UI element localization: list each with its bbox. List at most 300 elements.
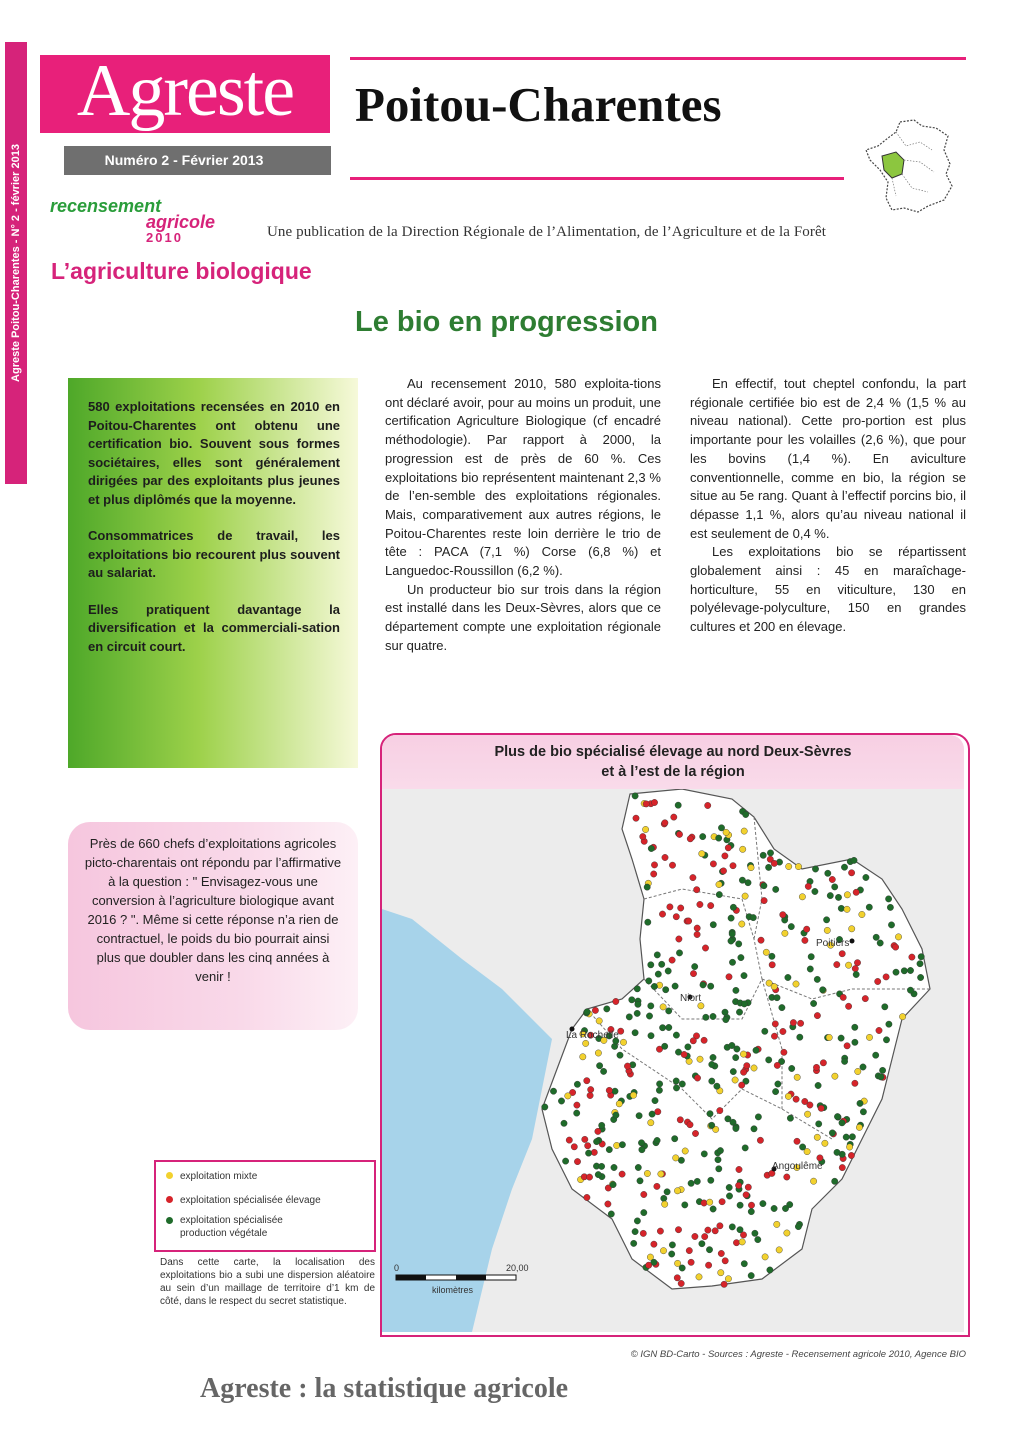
farm-dot bbox=[678, 1157, 684, 1163]
farm-dot bbox=[744, 1063, 750, 1069]
farm-dot bbox=[843, 1134, 849, 1140]
farm-dot bbox=[788, 923, 794, 929]
farm-dot bbox=[818, 1105, 824, 1111]
farm-dot bbox=[851, 857, 857, 863]
summary-paragraph: Consommatrices de travail, les exploitations bio recourent plus souvent au salariat. bbox=[88, 528, 340, 580]
farm-dot bbox=[641, 1209, 647, 1215]
farm-dot bbox=[561, 1120, 567, 1126]
farm-dot bbox=[741, 828, 747, 834]
callout-text: Près de 660 chefs d’exploitations agricoles picto-charentais ont répondu par l’affirmative à la question : " Envisagez-vous une conversion à l’agriculture biologique avant 2016 ? ". Même si cette réponse n’a rien de contractuel, le poids du bio pourrait ainsi plus que doubler dans les cinq années à venir ! bbox=[84, 836, 342, 984]
farm-dot bbox=[899, 1014, 905, 1020]
publication-line: Une publication de la Direction Régionale de l’Alimentation, de l’Agriculture et de la Forêt bbox=[267, 224, 827, 240]
farm-dot bbox=[672, 983, 678, 989]
farm-dot bbox=[722, 853, 728, 859]
farm-dot bbox=[662, 820, 668, 826]
farm-dot bbox=[694, 1075, 700, 1081]
farm-dot bbox=[852, 1024, 858, 1030]
map-note: Dans cette carte, la localisation des exploitations bio a subi une dispersion aléatoire au sein d’un maillage de territoire d’1 km de côté, dans le respect du secret statistique. bbox=[160, 1257, 375, 1307]
farm-dot bbox=[679, 1081, 685, 1087]
farm-dot bbox=[566, 1137, 572, 1143]
farm-dot bbox=[669, 862, 675, 868]
farm-dot bbox=[882, 1004, 888, 1010]
farm-dot bbox=[743, 1192, 749, 1198]
farm-dot bbox=[723, 1016, 729, 1022]
farm-dot bbox=[799, 894, 805, 900]
farm-dot bbox=[848, 1152, 854, 1158]
farm-dot bbox=[743, 811, 749, 817]
farm-dot bbox=[917, 974, 923, 980]
farm-dot bbox=[745, 880, 751, 886]
farm-dot bbox=[733, 1240, 739, 1246]
farm-dot bbox=[617, 1052, 623, 1058]
farm-dot bbox=[641, 1191, 647, 1197]
farm-dot bbox=[799, 1144, 805, 1150]
footer-brand: Agreste : la statistique agricole bbox=[200, 1373, 569, 1404]
farm-dot bbox=[596, 1063, 602, 1069]
farm-dot bbox=[651, 1241, 657, 1247]
farm-dot bbox=[812, 888, 818, 894]
farm-dot bbox=[702, 1233, 708, 1239]
farm-dot bbox=[606, 1146, 612, 1152]
farm-dot bbox=[784, 1230, 790, 1236]
city-label: Niort bbox=[680, 993, 702, 1004]
farm-dot bbox=[584, 1078, 590, 1084]
farm-dot bbox=[665, 968, 671, 974]
farm-dot bbox=[723, 829, 729, 835]
city-label: Angoulême bbox=[772, 1161, 823, 1172]
farm-dot bbox=[586, 1174, 592, 1180]
farm-dot bbox=[785, 974, 791, 980]
farm-dot bbox=[879, 1067, 885, 1073]
farm-dot bbox=[634, 1010, 640, 1016]
farm-dot bbox=[705, 1227, 711, 1233]
farm-dot bbox=[705, 802, 711, 808]
farm-dot bbox=[574, 1102, 580, 1108]
farm-dot bbox=[702, 945, 708, 951]
farm-dot bbox=[866, 1034, 872, 1040]
farm-dot bbox=[694, 925, 700, 931]
farm-dot bbox=[719, 1199, 725, 1205]
farm-dot bbox=[855, 1068, 861, 1074]
farm-dot bbox=[787, 1115, 793, 1121]
farm-dot bbox=[637, 1178, 643, 1184]
farm-dot bbox=[612, 1088, 618, 1094]
farm-dot bbox=[662, 1043, 668, 1049]
farm-dot bbox=[629, 997, 635, 1003]
farm-dot bbox=[722, 1258, 728, 1264]
farm-dot bbox=[736, 941, 742, 947]
farm-dot bbox=[694, 931, 700, 937]
farm-dot bbox=[685, 1044, 691, 1050]
farm-dot bbox=[716, 891, 722, 897]
farm-dot bbox=[825, 870, 831, 876]
farm-dot bbox=[844, 1043, 850, 1049]
farm-dot bbox=[666, 1024, 672, 1030]
farm-dot bbox=[718, 1250, 724, 1256]
farm-dot bbox=[656, 1087, 662, 1093]
farm-dot bbox=[741, 1001, 747, 1007]
farm-dot bbox=[591, 1149, 597, 1155]
farm-dot bbox=[779, 1004, 785, 1010]
section-heading: L’agriculture biologique bbox=[51, 258, 312, 284]
farm-dot bbox=[771, 983, 777, 989]
farm-dot bbox=[918, 954, 924, 960]
farm-dot bbox=[854, 960, 860, 966]
farm-dot bbox=[860, 1109, 866, 1115]
census-logo-year: 2010 bbox=[146, 230, 183, 245]
farm-dot bbox=[674, 1260, 680, 1266]
farm-dot bbox=[690, 874, 696, 880]
farm-dot bbox=[875, 978, 881, 984]
farm-dot bbox=[820, 987, 826, 993]
farm-dot bbox=[626, 1014, 632, 1020]
farm-dot bbox=[674, 1275, 680, 1281]
census-logo-line2: agricole bbox=[146, 212, 216, 232]
farm-dot bbox=[651, 862, 657, 868]
farm-dot bbox=[654, 1183, 660, 1189]
farm-dot bbox=[812, 866, 818, 872]
farm-dot bbox=[820, 1060, 826, 1066]
farm-dot bbox=[585, 1143, 591, 1149]
farm-dot bbox=[877, 940, 883, 946]
map-title-line1: Plus de bio spécialisé élevage au nord Deux-Sèvres bbox=[494, 744, 852, 760]
farm-dot bbox=[766, 1057, 772, 1063]
red-dot-icon bbox=[166, 1196, 173, 1203]
farm-dot bbox=[697, 1056, 703, 1062]
farm-dot bbox=[640, 1230, 646, 1236]
farm-dot bbox=[852, 965, 858, 971]
farm-dot bbox=[839, 1164, 845, 1170]
farm-dot bbox=[708, 1177, 714, 1183]
farm-dot bbox=[802, 1098, 808, 1104]
farm-dot bbox=[907, 987, 913, 993]
farm-dot bbox=[717, 1147, 723, 1153]
summary-text bbox=[88, 398, 340, 674]
farm-dot bbox=[681, 1051, 687, 1057]
farm-dot bbox=[795, 863, 801, 869]
green-dot-icon bbox=[166, 1217, 173, 1224]
farm-dot bbox=[814, 1134, 820, 1140]
farm-dot bbox=[785, 1093, 791, 1099]
farm-dot bbox=[673, 1032, 679, 1038]
farm-dot bbox=[742, 893, 748, 899]
farm-dot bbox=[674, 1188, 680, 1194]
farm-dot bbox=[636, 1113, 642, 1119]
farm-dot bbox=[669, 1242, 675, 1248]
farm-dot bbox=[651, 799, 657, 805]
farm-dot bbox=[634, 986, 640, 992]
farm-dot bbox=[682, 1202, 688, 1208]
farm-dot bbox=[648, 1003, 654, 1009]
farm-dot bbox=[735, 1182, 741, 1188]
farm-dot bbox=[657, 1228, 663, 1234]
farm-dot bbox=[709, 1078, 715, 1084]
farm-dot bbox=[885, 896, 891, 902]
farm-dot bbox=[892, 944, 898, 950]
farm-dot bbox=[730, 904, 736, 910]
farm-dot bbox=[775, 1081, 781, 1087]
farm-dot bbox=[676, 950, 682, 956]
farm-dot bbox=[648, 845, 654, 851]
farm-dot bbox=[852, 1080, 858, 1086]
farm-dot bbox=[774, 1062, 780, 1068]
farm-dot bbox=[676, 936, 682, 942]
farm-dot bbox=[692, 1130, 698, 1136]
body-column-1 bbox=[385, 375, 661, 656]
farm-dot bbox=[888, 922, 894, 928]
farm-dot bbox=[728, 938, 734, 944]
farm-dot bbox=[873, 1052, 879, 1058]
farm-dot bbox=[730, 863, 736, 869]
farm-dot bbox=[646, 1013, 652, 1019]
body-paragraph: En effectif, tout cheptel confondu, la part régionale certifiée bio est de 2,4 % (1,5 % au niveau national). Cette pro-portion est plus importante pour les volailles (2,6 %), que pour les bovins (1,4 %). En aviculture conventionnelle, comme en bio, la région se situe au 5e rang. Quant à l’effectif porcins bio, il dépasse 1,1 %, alors qu’au niveau national il est seulement de 0,4 %. bbox=[690, 376, 966, 541]
farm-dot bbox=[673, 914, 679, 920]
farm-dot bbox=[676, 831, 682, 837]
farm-dot bbox=[848, 870, 854, 876]
farm-dot bbox=[873, 934, 879, 940]
farm-dot bbox=[649, 1111, 655, 1117]
farm-dot bbox=[616, 1101, 622, 1107]
farm-dot bbox=[678, 905, 684, 911]
farm-dot bbox=[805, 883, 811, 889]
farm-dot bbox=[907, 967, 913, 973]
farm-dot bbox=[692, 963, 698, 969]
farm-dot bbox=[827, 892, 833, 898]
farm-dot bbox=[652, 1097, 658, 1103]
farm-dot bbox=[839, 1120, 845, 1126]
farm-dot bbox=[883, 1037, 889, 1043]
farm-dot bbox=[771, 1205, 777, 1211]
farm-dot bbox=[739, 1239, 745, 1245]
summary-paragraph: 580 exploitations recensées en 2010 en Poitou-Charentes ont obtenu une certification bio. Souvent sous formes sociétaires, elles sont généralement dirigées par des exploitants plus jeunes et plus diplômés que la moyenne. bbox=[88, 399, 340, 507]
farm-dot bbox=[571, 1144, 577, 1150]
farm-dot bbox=[660, 1248, 666, 1254]
france-locator-map-icon bbox=[862, 116, 962, 216]
farm-dot bbox=[710, 922, 716, 928]
farm-dot bbox=[773, 886, 779, 892]
farm-dot bbox=[610, 1181, 616, 1187]
farm-dot bbox=[651, 871, 657, 877]
farm-dot bbox=[588, 1086, 594, 1092]
farm-dot bbox=[878, 1074, 884, 1080]
farm-dot bbox=[708, 902, 714, 908]
farm-dot bbox=[733, 1054, 739, 1060]
farm-dot bbox=[839, 951, 845, 957]
farm-dot bbox=[562, 1158, 568, 1164]
farm-dot bbox=[876, 1027, 882, 1033]
farm-dot bbox=[762, 1254, 768, 1260]
farm-dot bbox=[883, 974, 889, 980]
farm-dot bbox=[748, 1272, 754, 1278]
farm-dot bbox=[797, 1020, 803, 1026]
legend-item-mixed: exploitation mixte bbox=[166, 1170, 366, 1183]
farm-dot bbox=[797, 1034, 803, 1040]
farm-dot bbox=[574, 1158, 580, 1164]
farm-dot bbox=[662, 854, 668, 860]
farm-dot bbox=[807, 966, 813, 972]
farm-dot bbox=[761, 883, 767, 889]
farm-dot bbox=[767, 850, 773, 856]
yellow-dot-icon bbox=[166, 1172, 173, 1179]
farm-dot bbox=[810, 1000, 816, 1006]
farm-dot bbox=[655, 971, 661, 977]
farm-dot bbox=[687, 1122, 693, 1128]
farm-dot bbox=[614, 1142, 620, 1148]
farm-dot bbox=[593, 1138, 599, 1144]
farm-dot bbox=[849, 926, 855, 932]
farm-dot bbox=[599, 1122, 605, 1128]
farm-dot bbox=[824, 927, 830, 933]
farm-dot bbox=[619, 1142, 625, 1148]
farm-dot bbox=[721, 1281, 727, 1287]
farm-dot bbox=[758, 937, 764, 943]
farm-dot bbox=[748, 1208, 754, 1214]
farm-dot bbox=[542, 1104, 548, 1110]
farm-dot bbox=[655, 1109, 661, 1115]
farm-dot bbox=[583, 1040, 589, 1046]
farm-dot bbox=[644, 884, 650, 890]
farm-dot bbox=[808, 954, 814, 960]
farm-dot bbox=[846, 1144, 852, 1150]
farm-dot bbox=[774, 995, 780, 1001]
farm-dot bbox=[752, 1230, 758, 1236]
farm-dot bbox=[584, 1009, 590, 1015]
farm-dot bbox=[862, 995, 868, 1001]
farm-dot bbox=[838, 1035, 844, 1041]
farm-dot bbox=[844, 892, 850, 898]
farm-dot bbox=[856, 1124, 862, 1130]
farm-dot bbox=[834, 1149, 840, 1155]
farm-dot bbox=[659, 961, 665, 967]
farm-dot bbox=[587, 1092, 593, 1098]
farm-dot bbox=[584, 1194, 590, 1200]
farm-dot bbox=[686, 1247, 692, 1253]
farm-dot bbox=[784, 1174, 790, 1180]
farm-dot bbox=[606, 1087, 612, 1093]
farm-dot bbox=[732, 1077, 738, 1083]
farm-dot bbox=[751, 1065, 757, 1071]
farm-dot bbox=[687, 836, 693, 842]
farm-dot bbox=[748, 1202, 754, 1208]
farm-dot bbox=[699, 1241, 705, 1247]
farm-dot bbox=[909, 954, 915, 960]
farm-dot bbox=[844, 906, 850, 912]
farm-dot bbox=[834, 961, 840, 967]
farm-dot bbox=[760, 852, 766, 858]
farm-dot bbox=[706, 1247, 712, 1253]
farm-dot bbox=[742, 1145, 748, 1151]
farm-dot bbox=[717, 1223, 723, 1229]
farm-dot bbox=[893, 969, 899, 975]
farm-dot bbox=[651, 983, 657, 989]
scale-unit: kilomètres bbox=[432, 1285, 474, 1295]
farm-dot bbox=[737, 1202, 743, 1208]
farm-dot bbox=[605, 1201, 611, 1207]
farm-dot bbox=[699, 851, 705, 857]
farm-dot bbox=[604, 1006, 610, 1012]
farm-dot bbox=[664, 1189, 670, 1195]
farm-dot bbox=[716, 835, 722, 841]
farm-dot bbox=[859, 911, 865, 917]
farm-dot bbox=[840, 994, 846, 1000]
farm-distribution-map bbox=[382, 789, 964, 1332]
farm-dot bbox=[804, 1111, 810, 1117]
farm-dot bbox=[866, 904, 872, 910]
farm-dot bbox=[640, 833, 646, 839]
farm-dot bbox=[760, 1200, 766, 1206]
farm-dot bbox=[849, 1134, 855, 1140]
farm-dot bbox=[845, 962, 851, 968]
farm-dot bbox=[690, 970, 696, 976]
farm-dot bbox=[776, 1247, 782, 1253]
farm-dot bbox=[771, 1033, 777, 1039]
farm-dot bbox=[736, 1009, 742, 1015]
farm-dot bbox=[660, 1004, 666, 1010]
farm-dot bbox=[707, 1199, 713, 1205]
farm-dot bbox=[648, 962, 654, 968]
farm-dot bbox=[663, 987, 669, 993]
farm-dot bbox=[662, 1201, 668, 1207]
farm-dot bbox=[671, 814, 677, 820]
farm-dot bbox=[774, 1221, 780, 1227]
farm-dot bbox=[690, 1038, 696, 1044]
farm-dot bbox=[841, 864, 847, 870]
farm-dot bbox=[580, 1054, 586, 1060]
farm-dot bbox=[728, 915, 734, 921]
farm-dot bbox=[666, 1008, 672, 1014]
farm-dot bbox=[726, 1184, 732, 1190]
farm-dot bbox=[716, 881, 722, 887]
body-paragraph: Les exploitations bio se répartissent globalement ainsi : 45 en maraîchage-horticulture, 55 en viticulture, 130 en polyélevage-polyculture, 150 en grandes cultures et 200 en élevage. bbox=[690, 544, 966, 635]
farm-dot bbox=[669, 1251, 675, 1257]
farm-dot bbox=[771, 860, 777, 866]
farm-dot bbox=[769, 953, 775, 959]
farm-dot bbox=[565, 1093, 571, 1099]
farm-dot bbox=[703, 1014, 709, 1020]
issue-label: Numéro 2 - Février 2013 bbox=[104, 152, 264, 168]
farm-dot bbox=[755, 1114, 761, 1120]
farm-dot bbox=[643, 801, 649, 807]
farm-dot bbox=[673, 1085, 679, 1091]
farm-dot bbox=[730, 1068, 736, 1074]
farm-dot bbox=[678, 1280, 684, 1286]
farm-dot bbox=[769, 962, 775, 968]
farm-dot bbox=[740, 846, 746, 852]
farm-dot bbox=[795, 1223, 801, 1229]
farm-dot bbox=[595, 1050, 601, 1056]
farm-dot bbox=[716, 1166, 722, 1172]
farm-dot bbox=[635, 1001, 641, 1007]
farm-dot bbox=[675, 802, 681, 808]
farm-dot bbox=[673, 1155, 679, 1161]
farm-dot bbox=[834, 1113, 840, 1119]
farm-dot bbox=[611, 1164, 617, 1170]
farm-dot bbox=[654, 1137, 660, 1143]
farm-dot bbox=[646, 978, 652, 984]
farm-dot bbox=[644, 1170, 650, 1176]
header-rule-bottom bbox=[350, 177, 844, 180]
farm-dot bbox=[793, 981, 799, 987]
farm-dot bbox=[639, 1147, 645, 1153]
farm-dot bbox=[620, 1039, 626, 1045]
farm-dot bbox=[725, 1276, 731, 1282]
farm-dot bbox=[853, 889, 859, 895]
farm-dot bbox=[659, 1025, 665, 1031]
farm-dot bbox=[733, 1125, 739, 1131]
farm-dot bbox=[741, 972, 747, 978]
farm-dot bbox=[729, 1224, 735, 1230]
farm-dot bbox=[638, 1140, 644, 1146]
